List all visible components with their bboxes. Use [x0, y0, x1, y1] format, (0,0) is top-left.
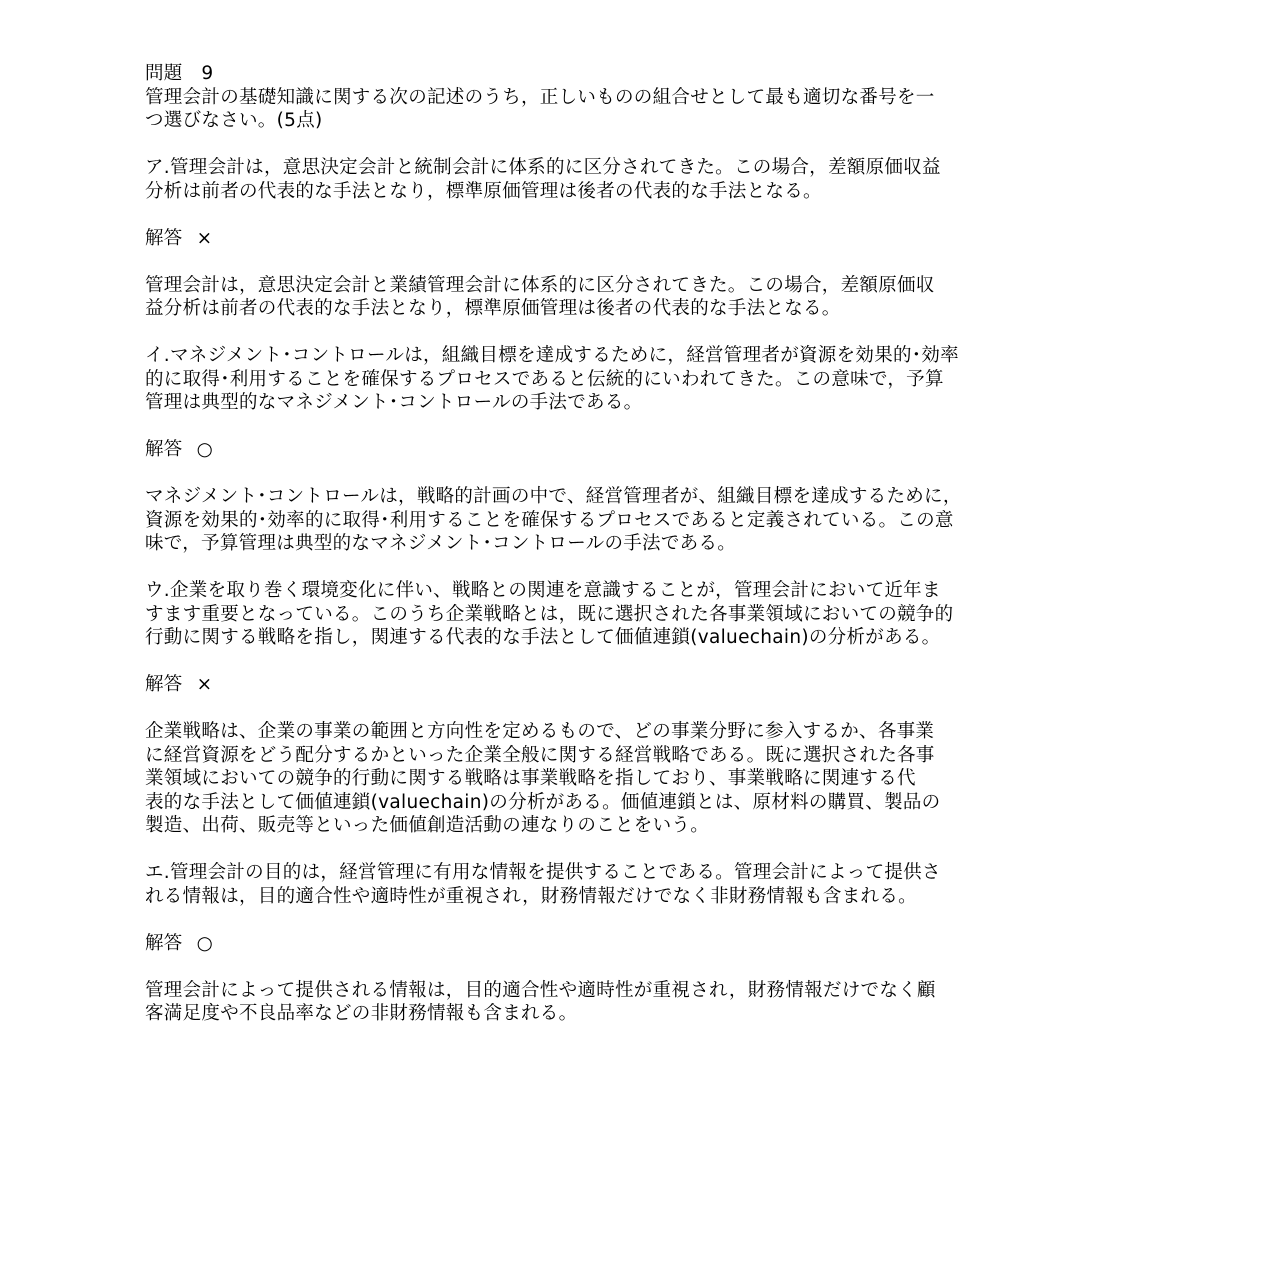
statement-line: 分析は前者の代表的な手法となり，標準原価管理は後者の代表的な手法となる。: [145, 180, 822, 202]
answer-label: 解答: [145, 674, 183, 695]
statement-line: ウ.企業を取り巻く環境変化に伴い、戦略との関連を意識することが，管理会計において近年ま: [145, 580, 941, 601]
statement-line: すます重要となっている。このうち企業戦略とは，既に選択された各事業領域においての競争的: [145, 603, 954, 625]
explanation-line: 管理会計によって提供される情報は，目的適合性や適時性が重視され，財務情報だけでなく顧: [145, 979, 936, 1001]
statement-line: イ.マネジメント･コントロールは，組織目標を達成するために，経営管理者が資源を効果的･効率: [145, 345, 959, 366]
explanation-line: 味で，予算管理は典型的なマネジメント･コントロールの手法である。: [145, 533, 737, 554]
question-number: 問題 9: [145, 63, 214, 84]
answer-mark: ×: [196, 674, 213, 695]
explanation-line: 表的な手法として価値連鎖(valuechain)の分析がある。価値連鎖とは、原材料の購買、製品の: [145, 791, 941, 813]
answer-mark: ○: [196, 932, 214, 954]
statement-a: [145, 156, 1145, 203]
explanation-line: に経営資源をどう配分するかといった企業全般に関する経営戦略である。既に選択された各事: [145, 744, 935, 766]
explanation-a: [145, 274, 1145, 321]
statement-line: 的に取得･利用することを確保するプロセスであると伝統的にいわれてきた。この意味で，予算: [145, 368, 944, 390]
explanation-line: 資源を効果的･効率的に取得･利用することを確保するプロセスであると定義されている。この意: [145, 509, 954, 531]
explanation-line: 益分析は前者の代表的な手法となり，標準原価管理は後者の代表的な手法となる。: [145, 298, 841, 319]
explanation-e: [145, 979, 1145, 1026]
explanation-line: マネジメント･コントロールは，戦略的計画の中で、経営管理者が、組織目標を達成するために，: [145, 486, 962, 507]
question-header: [145, 62, 1145, 133]
answer-u: [145, 673, 1145, 697]
answer-mark: ×: [196, 227, 213, 249]
question-text-line: つ選びなさい。(5点): [145, 110, 323, 131]
answer-a: [145, 227, 1145, 251]
explanation-line: 製造、出荷、販売等といった価値創造活動の連なりのことをいう。: [145, 815, 710, 836]
document-page: [145, 62, 1145, 1026]
question-text-line: 管理会計の基礎知識に関する次の記述のうち，正しいものの組合せとして最も適切な番号を一: [145, 86, 935, 108]
statement-line: 行動に関する戦略を指し，関連する代表的な手法として価値連鎖(valuechain)の分析がある。: [145, 627, 941, 648]
statement-i: [145, 344, 1145, 415]
answer-mark: ○: [196, 439, 214, 460]
answer-label: 解答: [145, 227, 183, 249]
explanation-line: 客満足度や不良品率などの非財務情報も含まれる。: [145, 1003, 578, 1024]
explanation-i: [145, 485, 1145, 556]
answer-i: [145, 438, 1145, 462]
explanation-line: 管理会計は，意思決定会計と業績管理会計に体系的に区分されてきた。この場合，差額原価収: [145, 274, 935, 296]
answer-e: [145, 932, 1145, 956]
statement-line: エ.管理会計の目的は，経営管理に有用な情報を提供することである。管理会計によって提供さ: [145, 862, 941, 883]
statement-line: ア.管理会計は，意思決定会計と統制会計に体系的に区分されてきた。この場合，差額原価収益: [145, 157, 941, 178]
statement-e: [145, 861, 1145, 908]
answer-label: 解答: [145, 932, 183, 954]
statement-line: れる情報は，目的適合性や適時性が重視され，財務情報だけでなく非財務情報も含まれる。: [145, 885, 917, 907]
explanation-line: 企業戦略は、企業の事業の範囲と方向性を定めるもので、どの事業分野に参入するか、各事業: [145, 721, 935, 742]
explanation-u: [145, 720, 1145, 838]
answer-label: 解答: [145, 439, 183, 460]
explanation-line: 業領域においての競争的行動に関する戦略は事業戦略を指しており、事業戦略に関連する代: [145, 768, 916, 789]
statement-line: 管理は典型的なマネジメント･コントロールの手法である。: [145, 392, 643, 413]
statement-u: [145, 579, 1145, 650]
